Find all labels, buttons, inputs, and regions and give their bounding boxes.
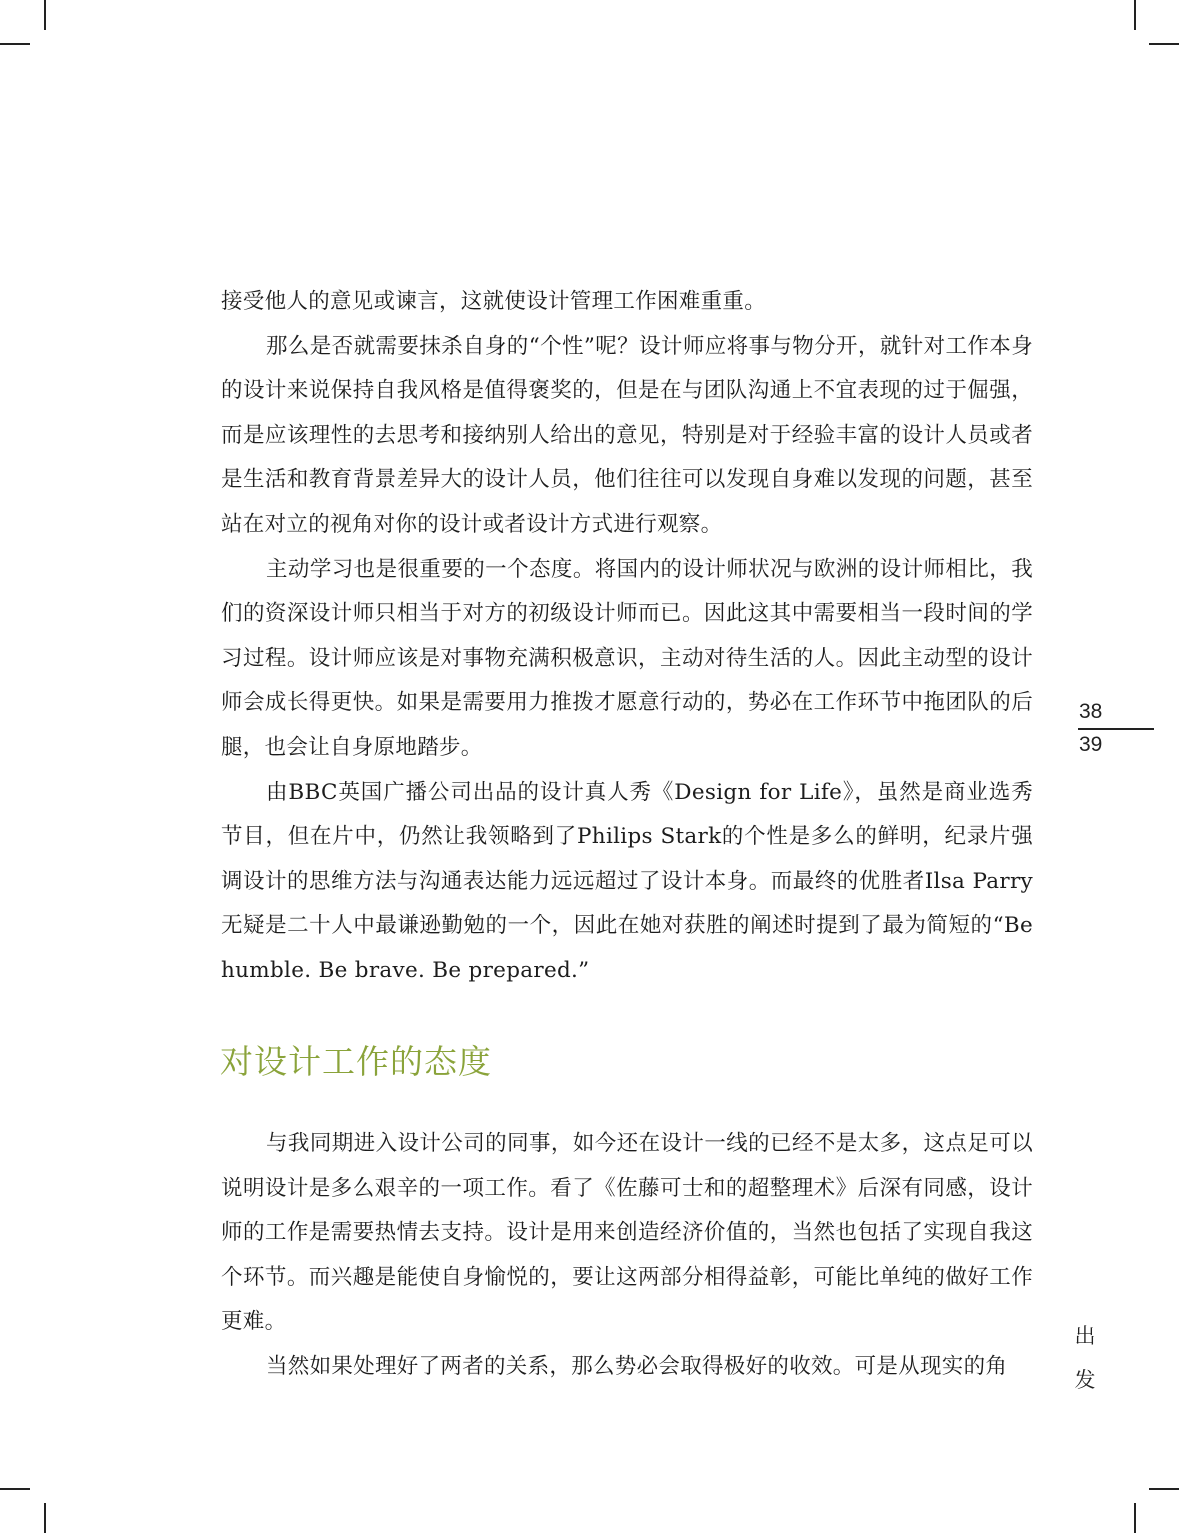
crop-mark [1134, 1503, 1136, 1533]
paragraph: 由BBC英国广播公司出品的设计真人秀《Design for Life》，虽然是商业选秀节目，但在片中，仍然让我领略到了Philips Stark的个性是多么的鲜明，纪录片强调设计的思维方法与沟通表达能力远远超过了设计本身。而最终的优胜者Ilsa Parry无疑是二十人中最谦逊勤勉的一个，因此在她对获胜的阐述时提到了最为简短的“Be humble. Be brave. Be prepared.” [221, 779, 1033, 983]
side-label-char: 出 [1074, 1324, 1096, 1348]
crop-mark [1134, 0, 1136, 30]
section-body [221, 1122, 1033, 1390]
page-number-right: 39 [1079, 733, 1103, 756]
paragraph: 与我同期进入设计公司的同事，如今还在设计一线的已经不是太多，这点足可以说明设计是多么艰辛的一项工作。看了《佐藤可士和的超整理术》后深有同感，设计师的工作是需要热情去支持。设计是用来创造经济价值的，当然也包括了实现自我这个环节。而兴趣是能使自身愉悦的，要让这两部分相得益彰，可能比单纯的做好工作更难。 [221, 1131, 1033, 1335]
crop-mark [44, 1503, 46, 1533]
body-text [221, 280, 1033, 994]
page-number-left: 38 [1079, 700, 1103, 723]
paragraph: 接受他人的意见或谏言，这就使设计管理工作困难重重。 [221, 289, 767, 314]
crop-mark [1149, 1488, 1179, 1490]
paragraph: 当然如果处理好了两者的关系，那么势必会取得极好的收效。可是从现实的角 [266, 1353, 1008, 1379]
side-label-char: 发 [1074, 1368, 1096, 1392]
crop-mark [0, 1488, 30, 1490]
paragraph: 那么是否就需要抹杀自身的“个性”呢？设计师应将事与物分开，就针对工作本身的设计来说保持自我风格是值得褒奖的，但是在与团队沟通上不宜表现的过于倔强，而是应该理性的去思考和接纳别人给出的意见，特别是对于经验丰富的设计人员或者是生活和教育背景差异大的设计人员，他们往往可以发现自身难以发现的问题，甚至站在对立的视角对你的设计或者设计方式进行观察。 [221, 333, 1033, 537]
crop-mark [0, 43, 30, 45]
paragraph: 主动学习也是很重要的一个态度。将国内的设计师状况与欧洲的设计师相比，我们的资深设计师只相当于对方的初级设计师而已。因此这其中需要相当一段时间的学习过程。设计师应该是对事物充满积极意识，主动对待生活的人。因此主动型的设计师会成长得更快。如果是需要用力推拨才愿意行动的，势必在工作环节中拖团队的后腿，也会让自身原地踏步。 [221, 556, 1033, 760]
crop-mark [1149, 43, 1179, 45]
section-heading: 对设计工作的态度 [220, 1042, 492, 1081]
page-number-divider [1078, 728, 1154, 730]
crop-mark [44, 0, 46, 30]
chapter-side-label [1073, 1314, 1097, 1402]
